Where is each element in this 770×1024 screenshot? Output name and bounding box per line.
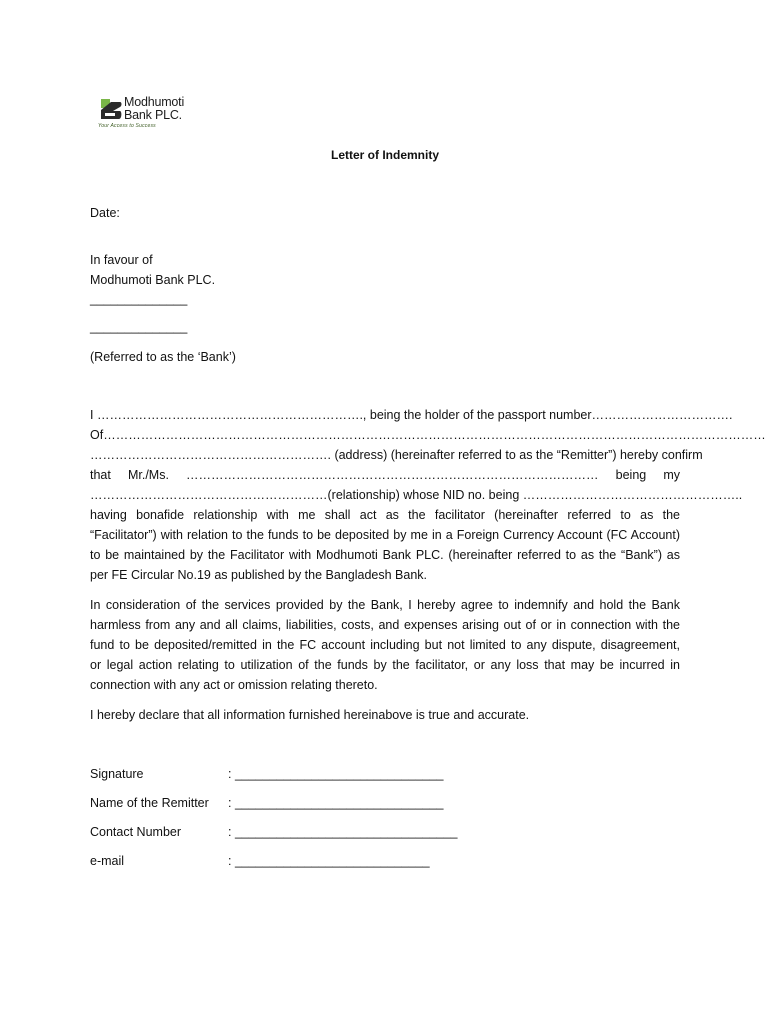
- referred-as-bank: (Referred to as the ‘Bank’): [90, 350, 236, 364]
- paragraph1-line: Of……………………………………………………………………………………………………………………………………………: [90, 428, 766, 442]
- bank-logo-tagline: Your Access to Success: [98, 123, 156, 129]
- document-title: Letter of Indemnity: [330, 148, 439, 162]
- addressee-line2: Modhumoti Bank PLC.: [90, 273, 216, 287]
- bank-logo-name: [124, 96, 184, 122]
- paragraph1-line: having bonafide relationship with me shall act as the facilitator (hereinafter referred to as the: [90, 508, 680, 522]
- paragraph2-line: In consideration of the services provided by the Bank, I hereby agree to indemnify and hold the Bank: [90, 598, 680, 612]
- paragraph2-line: connection with any act or omission relating thereto.: [90, 678, 378, 692]
- paragraph2-line: fund to be deposited/remitted in the FC account including but not limited to any dispute, disagreement,: [90, 638, 680, 652]
- paragraph1-line: per FE Circular No.19 as published by the Bangladesh Bank.: [90, 568, 427, 582]
- paragraph1-line: that Mr./Ms. ……………………………………………………………………………………… being my: [90, 468, 680, 482]
- paragraph1-line: I ………………………………………………………., being the holder of the passport number…………………………….: [90, 408, 733, 422]
- bank-logo-icon: [98, 96, 124, 122]
- paragraph1-line: “Facilitator”) with relation to the funds to be deposited by me in a Foreign Currency Account (FC Account): [90, 528, 680, 542]
- remitter-name-field[interactable]: : ______________________________: [228, 796, 444, 810]
- paragraph1-line: …………………………………………………(relationship) whose NID no. being ……………………………………………..: [90, 488, 743, 502]
- contact-number-label: Contact Number: [90, 825, 182, 839]
- bank-logo: [98, 96, 218, 132]
- remitter-name-label: Name of the Remitter: [90, 796, 209, 810]
- declaration: I hereby declare that all information furnished hereinabove is true and accurate.: [90, 708, 530, 722]
- paragraph1-line: …………………………………………………. (address) (hereinafter referred to as the “Remitter”) hereby confirm: [90, 448, 703, 462]
- signature-field[interactable]: : ______________________________: [228, 767, 444, 781]
- bank-logo-name-line2: Bank PLC.: [124, 108, 182, 122]
- email-field[interactable]: : ____________________________: [228, 854, 430, 868]
- paragraph1-line: to be maintained by the Facilitator with Modhumoti Bank PLC. (hereinafter referred to as the “Bank”) as: [90, 548, 680, 562]
- paragraph-remitter-details: [90, 405, 766, 585]
- paragraph2-line: or legal action relating to utilization of the funds by the facilitator, or any loss that may be incurred in: [90, 658, 680, 672]
- paragraph2-line: harmless from any and all claims, liabilities, costs, and expenses arising out of or in connection with the: [90, 618, 680, 632]
- addressee-line1: In favour of: [90, 253, 153, 267]
- bank-logo-name-line1: Modhumoti: [124, 95, 185, 109]
- paragraph-indemnity: [90, 595, 680, 695]
- contact-number-field[interactable]: : ________________________________: [228, 825, 458, 839]
- addressee-blank1: ______________: [90, 292, 188, 306]
- email-label: e-mail: [90, 854, 125, 868]
- signature-label: Signature: [90, 767, 144, 781]
- addressee-blank2: ______________: [90, 320, 188, 334]
- date-label: Date:: [90, 206, 120, 220]
